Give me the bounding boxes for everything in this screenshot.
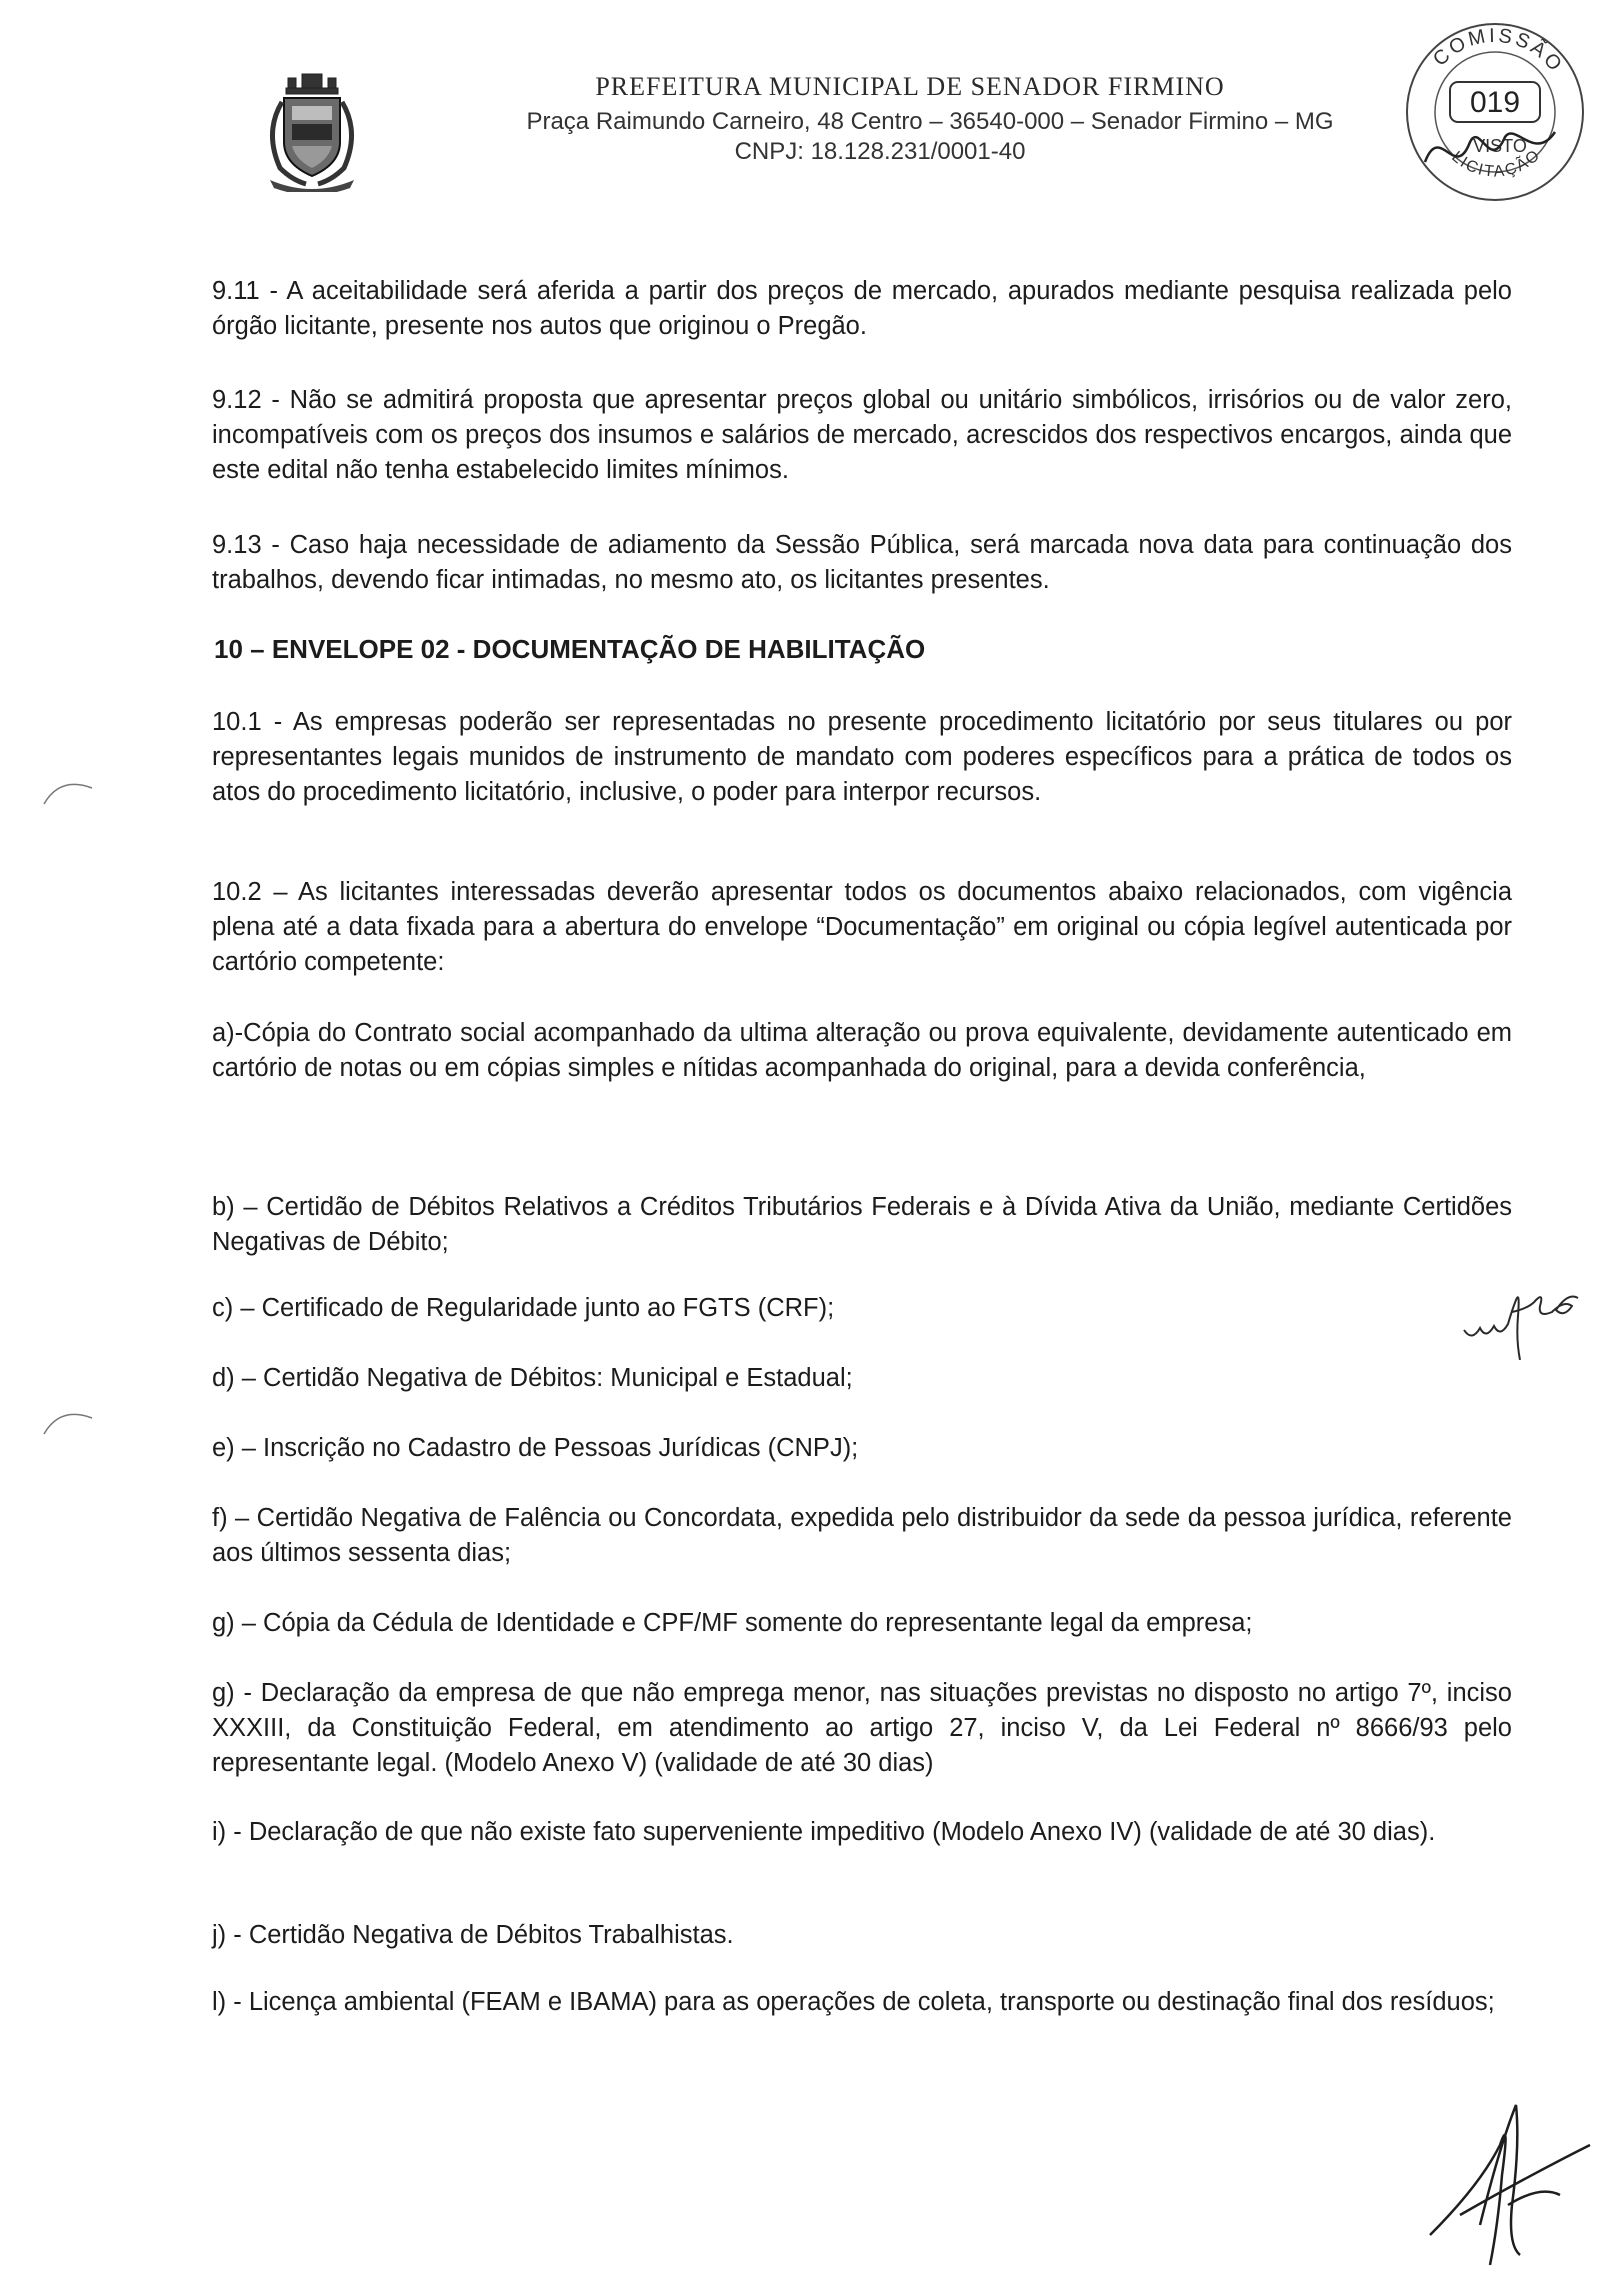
list-item-g2: g) - Declaração da empresa de que não emprega menor, nas situações previstas no disposto no artigo 7º, inciso XXXIII, da Constituição Federal, em atendimento ao artigo 27, inciso V, da Lei Federal nº 8666/93 pelo representante legal. (Modelo Anexo V) (validade de até 30 dias) — [212, 1679, 1512, 1777]
list-item-j: j) - Certidão Negativa de Débitos Trabalhistas. — [212, 1921, 734, 1949]
paragraph-9-11: 9.11 - A aceitabilidade será aferida a partir dos preços de mercado, apurados mediante pesquisa realizada pelo órgão licitante, presente nos autos que originou o Pregão. — [212, 277, 1512, 340]
list-item-e: e) – Inscrição no Cadastro de Pessoas Jurídicas (CNPJ); — [212, 1434, 859, 1462]
section-heading-10: 10 – ENVELOPE 02 - DOCUMENTAÇÃO DE HABILITAÇÃO — [214, 634, 926, 664]
paragraph-9-13: 9.13 - Caso haja necessidade de adiamento da Sessão Pública, será marcada nova data para continuação dos trabalhos, devendo ficar intimadas, no mesmo ato, os licitantes presentes. — [212, 531, 1512, 594]
commission-stamp — [1395, 12, 1595, 212]
bottom-signature — [1420, 2085, 1600, 2275]
stamp-visto: VISTO — [1473, 136, 1527, 156]
list-item-a: a)-Cópia do Contrato social acompanhado da ultima alteração ou prova equivalente, devidamente autenticado em cartório de notas ou em cópias simples e nítidas acompanhada do original, para a devida conferência, — [212, 1019, 1512, 1082]
list-item-b: b) – Certidão de Débitos Relativos a Créditos Tributários Federais e à Dívida Ativa da União, mediante Certidões Negativas de Débito; — [212, 1193, 1512, 1256]
svg-text:COMISSÃO — [1429, 25, 1568, 78]
header-cnpj: CNPJ: 18.128.231/0001-40 — [734, 138, 1026, 165]
list-item-g1: g) – Cópia da Cédula de Identidade e CPF/MF somente do representante legal da empresa; — [212, 1609, 1253, 1637]
header-address: Praça Raimundo Carneiro, 48 Centro – 36540-000 – Senador Firmino – MG — [526, 108, 1334, 135]
paragraph-9-12: 9.12 - Não se admitirá proposta que apresentar preços global ou unitário simbólicos, irrisórios ou de valor zero, incompatíveis com os preços dos insumos e salários de mercado, acrescidos dos respectivos encargos, ainda que este edital não tenha estabelecido limites mínimos. — [212, 386, 1512, 484]
margin-initials-signature — [1460, 1270, 1580, 1360]
stamp-top-text: COMISSÃO — [1429, 24, 1568, 78]
paragraph-10-2: 10.2 – As licitantes interessadas deverão apresentar todos os documentos abaixo relacionados, com vigência plena até a data fixada para a abertura do envelope “Documentação” em original ou cópia legível autenticada por cartório competente: — [212, 878, 1512, 976]
list-item-c: c) – Certificado de Regularidade junto ao FGTS (CRF); — [212, 1294, 835, 1322]
list-item-d: d) – Certidão Negativa de Débitos: Municipal e Estadual; — [212, 1364, 853, 1392]
margin-hole-mark — [40, 1400, 100, 1440]
stamp-page-number: 019 — [1469, 86, 1521, 119]
paragraph-10-1: 10.1 - As empresas poderão ser representadas no presente procedimento licitatório por seus titulares ou por representantes legais munidos de instrumento de mandato com poderes específicos para a prática de todos os atos do procedimento licitatório, inclusive, o poder para interpor recursos. — [212, 708, 1512, 806]
list-item-l: l) - Licença ambiental (FEAM e IBAMA) para as operações de coleta, transporte ou destinação final dos resíduos; — [212, 1988, 1495, 2016]
margin-hole-mark — [40, 770, 100, 810]
list-item-f: f) – Certidão Negativa de Falência ou Concordata, expedida pelo distribuidor da sede da pessoa jurídica, referente aos últimos sessenta dias; — [212, 1504, 1512, 1567]
stamp-bottom-text: LICITAÇÃO — [1448, 146, 1545, 181]
municipal-crest-icon — [262, 72, 362, 192]
list-item-i: i) - Declaração de que não existe fato superveniente impeditivo (Modelo Anexo IV) (validade de até 30 dias). — [212, 1818, 1436, 1846]
header-title: PREFEITURA MUNICIPAL DE SENADOR FIRMINO — [595, 72, 1225, 101]
